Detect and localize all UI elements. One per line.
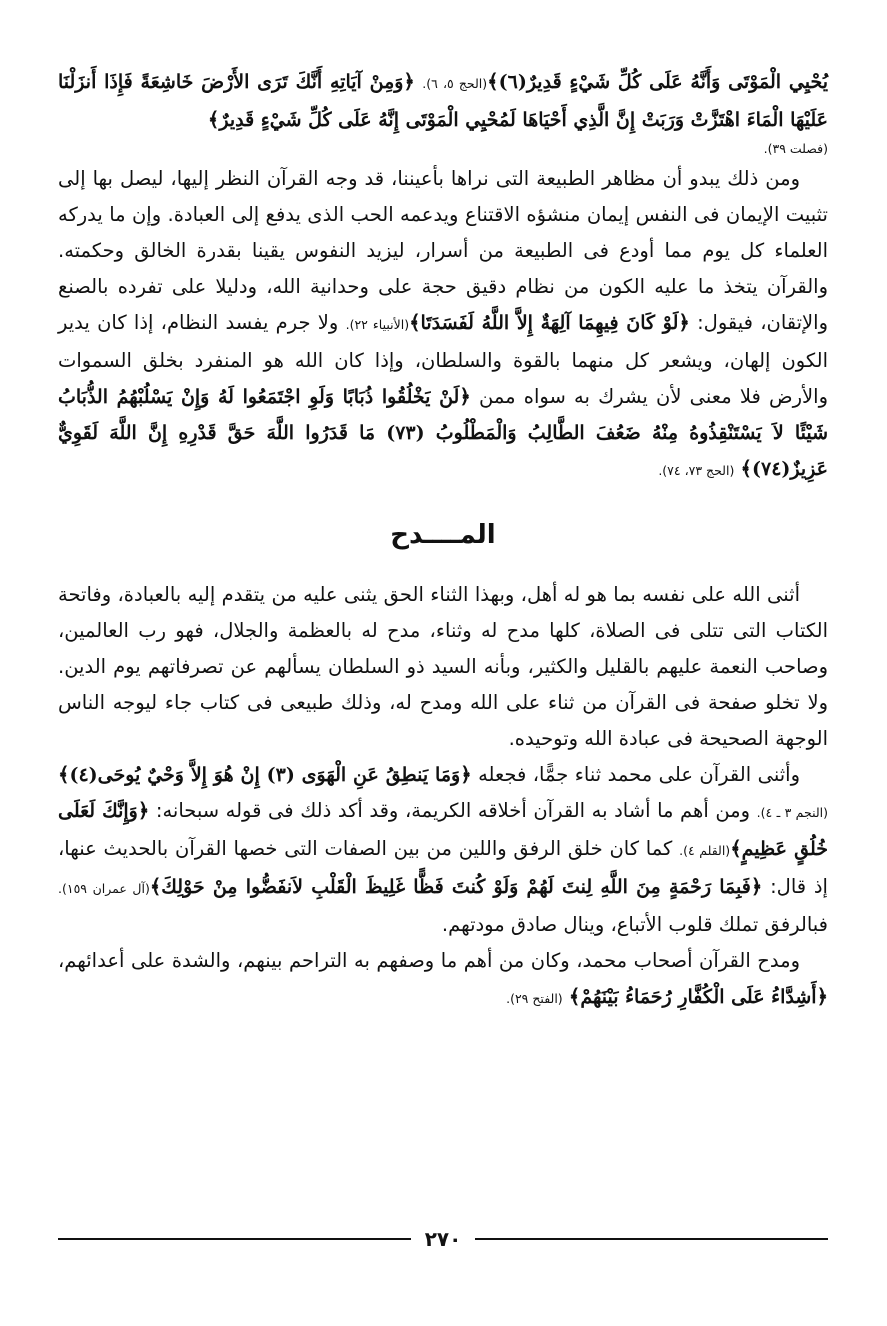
quran-verse: فَبِمَا رَحْمَةٍ مِنَ اللَّهِ لِنتَ لَهُمْ وَلَوْ كُنتَ فَظًّا غَلِيظَ الْقَلْبِ لاَنفَضُّوا مِنْ حَوْلِكَ bbox=[161, 876, 751, 898]
body-text: ومن ذلك يبدو أن مظاهر الطبيعة التى نراها بأعيننا، قد وجه القرآن النظر إليها، ليصل بها إلى تثبيت الإيمان فى النفس إيمان منشؤه الاقتناع ويدعمه الحب الذى يدفع إلى العبادة. وإن ما يدركه العلماء كل يوم مما أودع فى الطبيعة من أسرار، ليزيد النفوس يقينا بقدرة الخالق وحكمته. والقرآن يتخذ ما عليه الكون من نظام دقيق حجة على وحدانية الله، ودليلا على تفرده بالصنع والإتقان، فيقول: bbox=[58, 167, 829, 334]
verse-reference: (الفتح ٢٩). bbox=[506, 991, 563, 1006]
open-bracket: ﴿ bbox=[460, 763, 472, 786]
close-bracket: ﴾ bbox=[740, 457, 752, 480]
paragraph-praise-companions bbox=[58, 943, 828, 1017]
close-bracket: ﴾ bbox=[487, 70, 499, 93]
close-bracket: ﴾ bbox=[58, 763, 70, 786]
close-bracket: ﴾ bbox=[730, 837, 742, 860]
page-number: ٢٧٠ bbox=[424, 1227, 462, 1251]
close-bracket: ﴾ bbox=[207, 108, 220, 131]
quran-verse: وَإِنَّكَ لَعَلَى خُلُقٍ عَظِيمٍ bbox=[58, 800, 829, 860]
body-text: فبالرفق تملك قلوب الأتباع، وينال صادق مودتهم. bbox=[441, 913, 828, 936]
close-bracket: ﴾ bbox=[149, 875, 162, 898]
open-bracket: ﴿ bbox=[750, 875, 763, 898]
body-text: ولا جرم يفسد النظام، إذا كان يدير الكون إلهان، ويشعر كل منهما بالقوة والسلطان، وإذا كان الله هو المنفرد بخلق السموات والأرض فلا معنى لأن يشرك به سواه ممن bbox=[58, 311, 828, 408]
open-bracket: ﴿ bbox=[816, 985, 828, 1008]
quran-verse: أَشِدَّاءُ عَلَى الْكُفَّارِ رُحَمَاءُ بَيْنَهُمْ bbox=[580, 986, 817, 1008]
page-body bbox=[58, 64, 828, 1017]
page-footer bbox=[58, 1224, 828, 1254]
body-text: ومن أهم ما أشاد به القرآن أخلاقه الكريمة، وقد أكد ذلك فى قوله سبحانه: bbox=[155, 799, 751, 822]
quran-verse: وَمِنْ آيَاتِهِ أَنَّكَ تَرَى الأَرْضَ خَاشِعَةً فَإِذَا أَنزَلْنَا عَلَيْهَا الْمَاءَ اهْتَزَّتْ وَرَبَتْ إِنَّ الَّذِي أَحْيَاهَا لَمُحْيِي الْمَوْتَى إِنَّهُ عَلَى كُلِّ شَيْءٍ قَدِيرٌ bbox=[58, 71, 828, 131]
body-text: كما كان خلق الرفق واللين من بين الصفات التى خصها القرآن بالحديث عنها، إذ قال: bbox=[58, 837, 828, 898]
open-bracket: ﴿ bbox=[137, 799, 150, 822]
verse-reference: (الأنبياء ٢٢). bbox=[345, 317, 410, 332]
paragraph-nature bbox=[58, 161, 828, 489]
close-bracket: ﴾ bbox=[409, 311, 421, 334]
quran-verse: لَنْ يَخْلُقُوا ذُبَابًا وَلَوِ اجْتَمَعُوا لَهُ وَإِنْ يَسْلُبْهُمُ الذُّبَابُ شَيْئًا لاَ يَسْتَنْقِذُوهُ مِنْهُ ضَعُفَ الطَّالِبُ وَالْمَطْلُوبُ (٧٣) مَا قَدَرُوا اللَّهَ حَقَّ قَدْرِهِ إِنَّ اللَّهَ لَقَوِيٌّ عَزِيزٌ(٧٤) bbox=[58, 386, 829, 480]
quran-verse: يُحْيِي الْمَوْتَى وَأَنَّهُ عَلَى كُلِّ شَيْءٍ قَدِيرٌ(٦) bbox=[498, 71, 828, 93]
paragraph-verses-intro bbox=[58, 64, 828, 138]
open-bracket: ﴿ bbox=[678, 311, 690, 334]
quran-verse: لَوْ كَانَ فِيهِمَا آلِهَةٌ إِلاَّ اللَّهُ لَفَسَدَتَا bbox=[420, 312, 679, 334]
section-heading: المــــدح bbox=[390, 520, 496, 550]
verse-source-line bbox=[58, 138, 828, 161]
close-bracket: ﴾ bbox=[568, 985, 581, 1008]
footer-rule-left bbox=[58, 1238, 411, 1240]
paragraph-praise-prophet bbox=[58, 757, 828, 943]
paragraph-praise-god bbox=[58, 577, 828, 757]
body-text: أثنى الله على نفسه بما هو له أهل، وبهذا الثناء الحق يثنى عليه من يتقدم إليه بالعبادة، وفاتحة الكتاب التى تتلى فى الصلاة، كلها مدح له وثناء، مدح له بالعظمة والجلال، فهو رب العالمين، وصاحب النعمة عليهم بالقليل والكثير، وبأنه السيد ذو السلطان يسألهم عن تصرفاتهم يوم الدين. ولا تخلو صفحة فى القرآن من ثناء على الله ومدح له، وذلك طبيعى فى كتاب جاء ليوجه الناس الوجهة الصحيحة فى عبادة الله وتوحيده. bbox=[58, 583, 828, 750]
verse-reference: (آل عمران ١٥٩). bbox=[58, 881, 150, 896]
verse-reference: (النجم ٣ ـ ٤). bbox=[756, 805, 828, 820]
open-bracket: ﴿ bbox=[403, 70, 415, 93]
verse-reference: (القلم ٤). bbox=[679, 843, 731, 858]
verse-reference: (الحج ٧٣، ٧٤). bbox=[658, 463, 735, 478]
open-bracket: ﴿ bbox=[459, 385, 471, 408]
quran-verse: وَمَا يَنطِقُ عَنِ الْهَوَى (٣) إِنْ هُوَ إِلاَّ وَحْيٌ يُوحَى(٤) bbox=[69, 764, 461, 786]
body-text: ومدح القرآن أصحاب محمد، وكان من أهم ما وصفهم به التراحم بينهم، والشدة على أعدائهم، bbox=[58, 949, 800, 972]
footer-rule-right bbox=[475, 1238, 828, 1240]
body-text: وأثنى القرآن على محمد ثناء جمًّا، فجعله bbox=[478, 763, 800, 786]
verse-reference: (فصلت ٣٩). bbox=[763, 141, 828, 156]
verse-reference: (الحج ٥، ٦). bbox=[422, 76, 488, 91]
